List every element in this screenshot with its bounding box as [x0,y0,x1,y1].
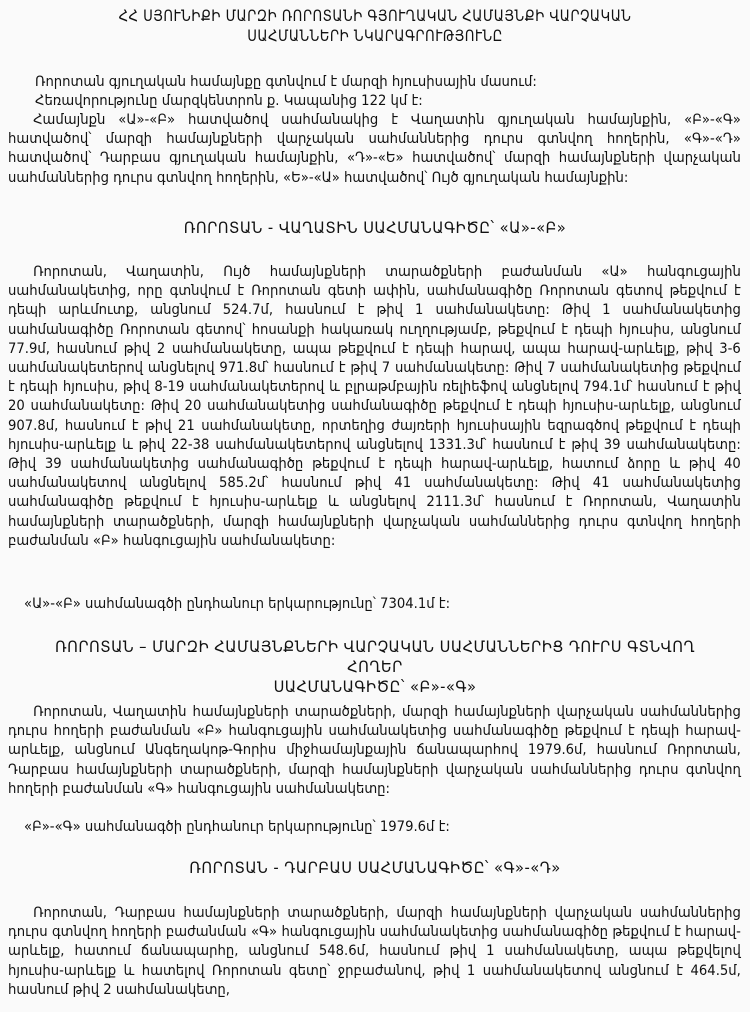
section-heading-c-d [30,858,720,878]
heading-line: ՌՈՐՈՏԱՆ – ՄԱՐԶԻ ՀԱՄԱՅՆՔՆԵՐԻ ՎԱՐՉԱԿԱՆ ՍԱՀՄԱՆՆԵՐԻՑ ԴՈՒՐՍ ԳՏՆՎՈՂ ՀՈՂԵՐ [54,637,696,676]
heading-line: ՍԱՀՄԱՆԱԳԻԾԸ՝ «Բ»-«Գ» [273,677,477,696]
title-line-1: ՀՀ ՍՅՈՒՆԻՔԻ ՄԱՐԶԻ ՌՈՐՈՏԱՆԻ ԳՅՈՒՂԱԿԱՆ ՀԱՄԱՅՆՔԻ ՎԱՐՉԱԿԱՆ [118,6,632,25]
section-paragraph-c-d: Ռորոտան, Դարբաս համայնքների տարածքների, մարզի համայնքների վարչական սահմաններից դուրս գտնվող հողերի բաժանման «Գ» հանգուցային սահմանակետից սահմանագիծը թեքվում է հարավ-արևելք, հատում ճանապարհը, անցնում 548.6մ, հասնում թիվ 1 սահմանակետը, ապա թեքվելով հյուսիս-արևելք և հատելով Ռորոտան գետը՝ ջրբաժանով, թիվ 1 սահմանակետով անցնում է 464.5մ, հասնում թիվ 2 սահմանակետը, [8,905,741,998]
section-paragraph-b-c: Ռորոտան, Վաղատին համայնքների տարածքների, մարզի համայնքների վարչական սահմաններից դուրս հողերի բաժանման «Բ» հանգուցային սահմանակետից սահմանագիծը թեքվում է դեպի հարավ-արևելք, անցնում Անգեղակոթ-Գորիս միջհամայնքային ճանապարհով 1979.6մ, հասնում Ռորոտան, Դարբաս համայնքների տարածքների, մարզի համայնքների վարչական սահմաններից դուրս գտնվող հողերի բաժանման «Գ» հանգուցային սահմանակետը: [8,704,741,797]
title-line-2: ՍԱՀՄԱՆՆԵՐԻ ՆԿԱՐԱԳՐՈՒԹՅՈՒՆԸ [247,26,503,45]
intro-location: Ռորոտան գյուղական համայնքը գտնվում է մարզի հյուսիսային մասում: [35,74,537,90]
heading-line: ՌՈՐՈՏԱՆ - ՎԱՂԱՏԻՆ ՍԱՀՄԱՆԱԳԻԾԸ՝ «Ա»-«Բ» [183,218,567,237]
intro-distance: Հեռավորությունը մարզկենտրոն ք. Կապանից 122 կմ է: [35,93,423,109]
intro-paragraph: Համայնքն «Ա»-«Բ» հատվածով սահմանակից է Վաղատին գյուղական համայնքին, «Բ»-«Գ» հատվածով՝ մարզի համայնքների վարչական սահմաններից դուրս գտնվող հողերին, «Գ»-«Դ» հատվածով՝ Դարբաս գյուղական համայնքին, «Դ»-«Ե» հատվածով՝ մարզի համայնքների վարչական սահմաններից դուրս գտնվող հողերին, «Ե»-«Ա» հատվածով՝ Ույծ գյուղական համայնքին: [8,112,741,186]
heading-line: ՌՈՐՈՏԱՆ - ԴԱՐԲԱՍ ՍԱՀՄԱՆԱԳԻԾԸ՝ «Գ»-«Դ» [189,858,561,877]
section-paragraph-a-b: Ռորոտան, Վաղատին, Ույծ համայնքների տարածքների բաժանման «Ա» հանգուցային սահմանակետից, որը գտնվում է Ռորոտան գետի ափին, սահմանագիծը Ռորոտան գետով թեքվում է դեպի արևմուտք, անցնում 524.7մ, հասնում է թիվ 1 սահմանակետը: Թիվ 1 սահմանակետից սահմանագիծը Ռորոտան գետով՝ հոսանքի հակառակ ուղղությամբ, թեքվում է դեպի հյուսիս, անցնում 77.9մ, հասնում թիվ 2 սահմանակետը, ապա թեքվում է դեպի հարավ, ապա հարավ-արևելք, թիվ 3-6 սահմանակետերով անցնելով 971.8մ՝ հասնում է թիվ 7 սահմանակետը: Թիվ 7 սահմանակետից թեքվում է դեպի հյուսիս, թիվ 8-19 սահմանակետերով և բլրաթմբային ռելիեֆով անցնելով 794.1մ՝ հասնում է թիվ 20 սահմանակետը: Թիվ 20 սահմանակետից սահմանագիծը թեքվում է դեպի հյուսիս-արևելք, անցնում 907.8մ, հասնում է թիվ 21 սահմանակետը, որտեղից ժայռերի հյուսիսային եզրագծով թեքվում է դեպի հյուսիս-արևելք և թիվ 22-38 սահմանակետերով անցնելով 1331.3մ՝ հասնում է թիվ 39 սահմանակետը: Թիվ 39 սահմանակետից սահմանագիծը թեքվում է դեպի հարավ-արևելք, հատում ձորը և թիվ 40 սահմանակետով անցնելով 585.2մ՝ հասնում թիվ 41 սահմանակետը: Թիվ 41 սահմանակետից սահմանագիծը թեքվում է հյուսիս-արևելք և անցնելով 2111.3մ՝ հասնում է Ռորոտան, Վաղատին համայնքների տարածքների, մարզի համայնքների վարչական սահմաններից դուրս գտնվող հողերի բաժանման «Բ» հանգուցային սահմանակետը: [8,264,741,549]
section-heading-a-b [30,218,720,238]
section-heading-b-c [30,637,720,697]
document-title [30,6,720,46]
section-summary-b-c: «Բ»-«Գ» սահմանագծի ընդհանուր երկարությունը՝ 1979.6մ է: [24,819,450,835]
section-summary-a-b: «Ա»-«Բ» սահմանագծի ընդհանուր երկարությունը՝ 7304.1մ է: [24,596,451,612]
